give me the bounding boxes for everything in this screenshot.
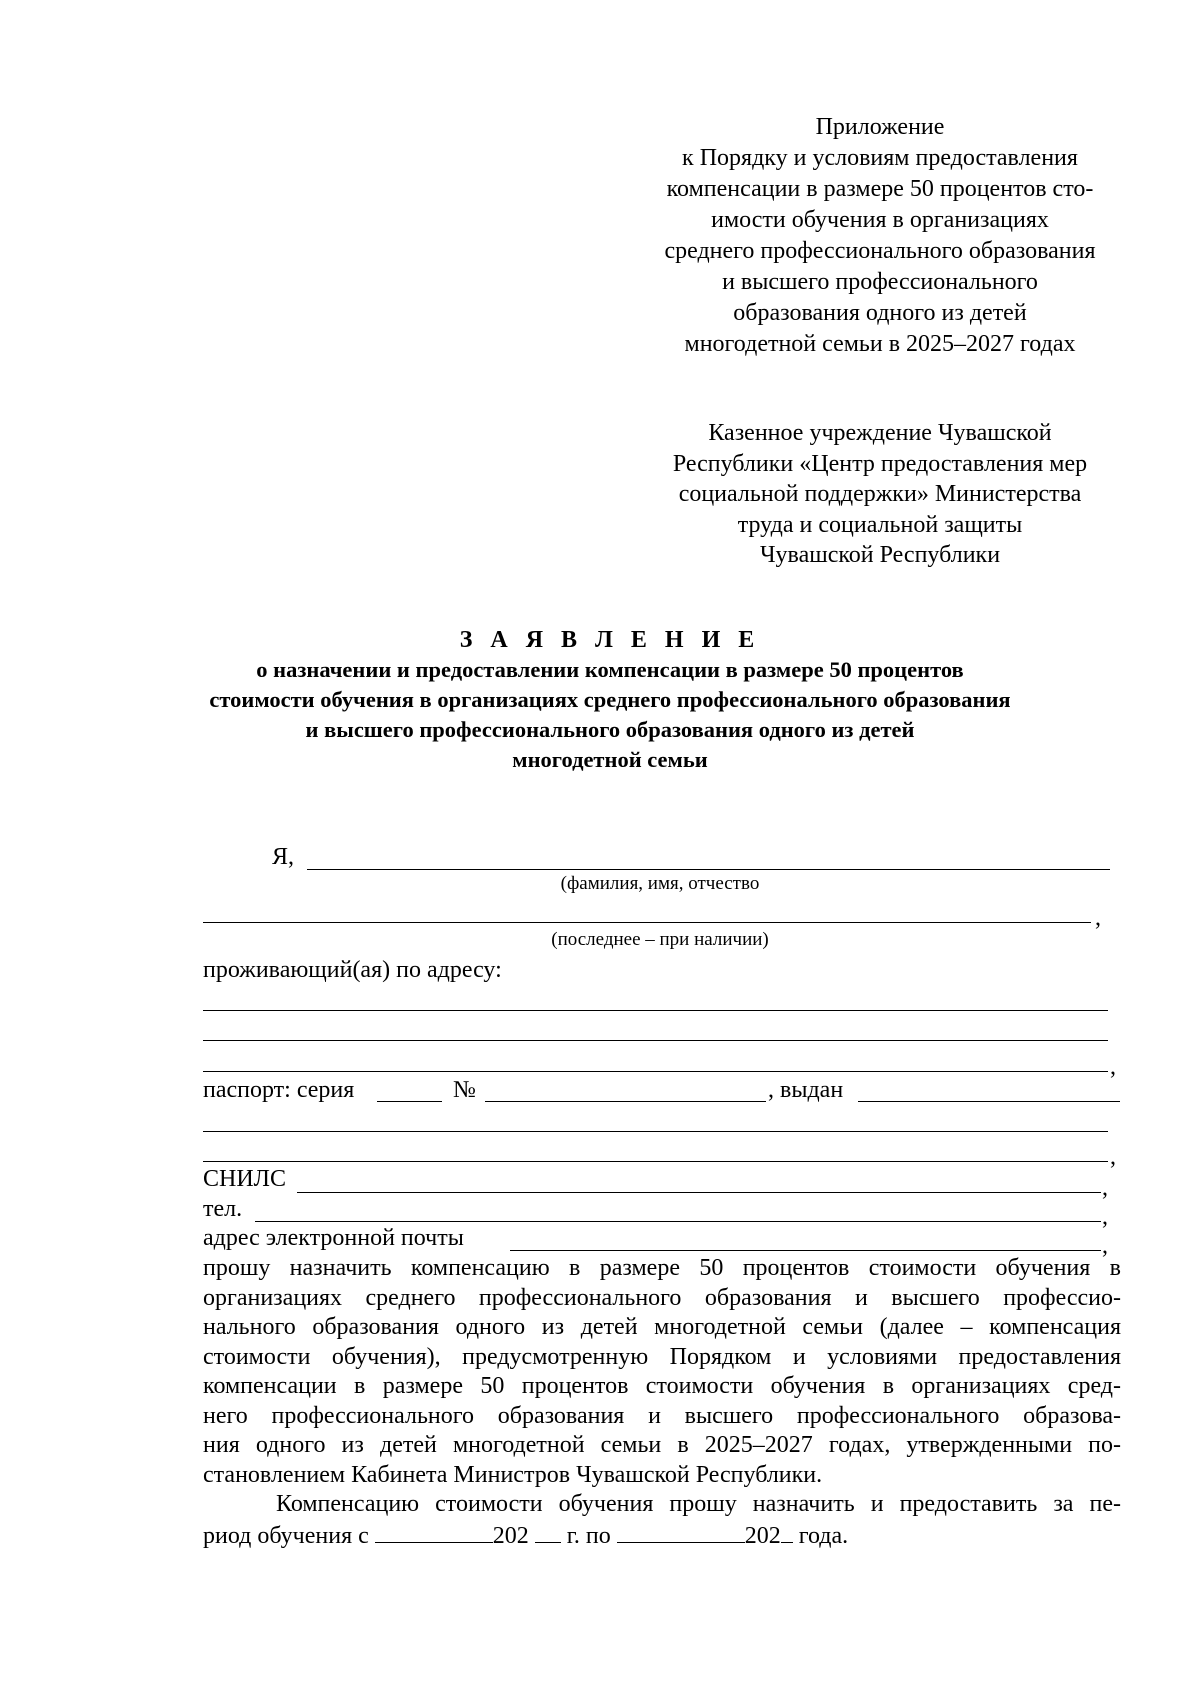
name-hint-2: (последнее – при наличии) <box>551 929 769 950</box>
passport-series-field[interactable] <box>377 1101 442 1102</box>
start-year-field[interactable] <box>535 1520 561 1543</box>
snils-label: СНИЛС <box>203 1166 286 1192</box>
period-dates-line <box>203 1520 1121 1552</box>
request-line-last: становлением Кабинета Министров Чувашской Республики. <box>203 1461 823 1488</box>
appendix-line: имости обучения в организациях <box>711 207 1049 233</box>
appendix-line: образования одного из детей <box>733 300 1027 326</box>
addressee-block <box>640 418 1120 571</box>
comma: , <box>1102 1233 1108 1259</box>
request-line: стоимости обучения), предусмотренную Порядком и условиями предоставления <box>203 1343 1121 1370</box>
name-field[interactable] <box>307 869 1110 870</box>
address-line-2[interactable] <box>203 1040 1108 1041</box>
passport-issued-label: , выдан <box>768 1077 844 1103</box>
name-hint: (фамилия, имя, отчество <box>560 873 760 894</box>
i-label: Я, <box>272 844 295 870</box>
year-prefix-1: 202 <box>492 1522 529 1549</box>
comma: , <box>1102 1204 1108 1230</box>
phone-field[interactable] <box>255 1221 1101 1222</box>
appendix-line: многодетной семьи в 2025–2027 годах <box>684 331 1076 357</box>
passport-issued-line-2[interactable] <box>203 1131 1108 1132</box>
year-suffix-1: г. по <box>566 1522 611 1549</box>
appendix-header <box>620 112 1140 360</box>
year-suffix-2: года. <box>798 1522 849 1549</box>
addressee-line: социальной поддержки» Министерства <box>678 481 1082 507</box>
request-line: него профессионального образования и высшего профессионального образова- <box>203 1402 1121 1429</box>
appendix-line: среднего профессионального образования <box>664 238 1096 264</box>
end-date-field[interactable] <box>617 1520 745 1543</box>
email-label: адрес электронной почты <box>203 1225 464 1251</box>
comma: , <box>1110 1054 1116 1080</box>
request-line: организациях среднего профессионального образования и высшего профессио- <box>203 1284 1121 1311</box>
comma: , <box>1095 905 1101 931</box>
address-line-1[interactable] <box>203 1010 1108 1011</box>
name-field-continued[interactable] <box>203 922 1091 923</box>
request-line: прошу назначить компенсацию в размере 50 процентов стоимости обучения в <box>203 1255 1121 1281</box>
phone-label: тел. <box>203 1196 243 1222</box>
addressee-line: Чувашской Республики <box>759 542 1001 568</box>
email-field[interactable] <box>510 1250 1101 1251</box>
year-prefix-2: 202 <box>744 1522 781 1549</box>
address-label: проживающий(ая) по адресу: <box>203 957 502 983</box>
appendix-line: компенсации в размере 50 процентов сто- <box>666 176 1094 202</box>
comma: , <box>1102 1175 1108 1201</box>
passport-issued-field[interactable] <box>858 1101 1120 1102</box>
snils-field[interactable] <box>297 1192 1101 1193</box>
period-prefix: риод обучения с <box>203 1522 369 1549</box>
passport-issued-line-3[interactable] <box>203 1161 1108 1162</box>
title-line: многодетной семьи <box>512 747 708 772</box>
period-line: Компенсацию стоимости обучения прошу назначить и предоставить за пе- <box>276 1491 1121 1517</box>
comma: , <box>1110 1144 1116 1170</box>
passport-number-label: № <box>453 1077 476 1103</box>
title-line: о назначении и предоставлении компенсации в размере 50 процентов <box>256 657 964 682</box>
title-heading: З А Я В Л Е Н И Е <box>459 627 761 653</box>
address-line-3[interactable] <box>203 1071 1108 1072</box>
passport-number-field[interactable] <box>485 1101 766 1102</box>
appendix-line: Приложение <box>815 114 945 140</box>
appendix-line: к Порядку и условиям предоставления <box>682 145 1078 171</box>
request-line: нального образования одного из детей многодетной семьи (далее – компенсация <box>203 1314 1121 1340</box>
title-line: стоимости обучения в организациях среднего профессионального образования <box>209 687 1011 712</box>
title-line: и высшего профессионального образования одного из детей <box>305 717 915 742</box>
start-date-field[interactable] <box>375 1520 493 1543</box>
appendix-line: и высшего профессионального <box>722 269 1038 295</box>
request-line: ния одного из детей многодетной семьи в 2025–2027 годах, утвержденными по- <box>203 1432 1121 1458</box>
request-line: компенсации в размере 50 процентов стоимости обучения в организациях сред- <box>203 1373 1121 1399</box>
passport-series-label: паспорт: серия <box>203 1077 355 1103</box>
document-title <box>150 625 1070 775</box>
addressee-line: Казенное учреждение Чувашской <box>708 420 1052 446</box>
addressee-line: труда и социальной защиты <box>737 511 1023 538</box>
request-paragraph <box>203 1254 1121 1551</box>
addressee-line: Республики «Центр предоставления мер <box>672 450 1088 477</box>
end-year-field[interactable] <box>781 1520 793 1543</box>
